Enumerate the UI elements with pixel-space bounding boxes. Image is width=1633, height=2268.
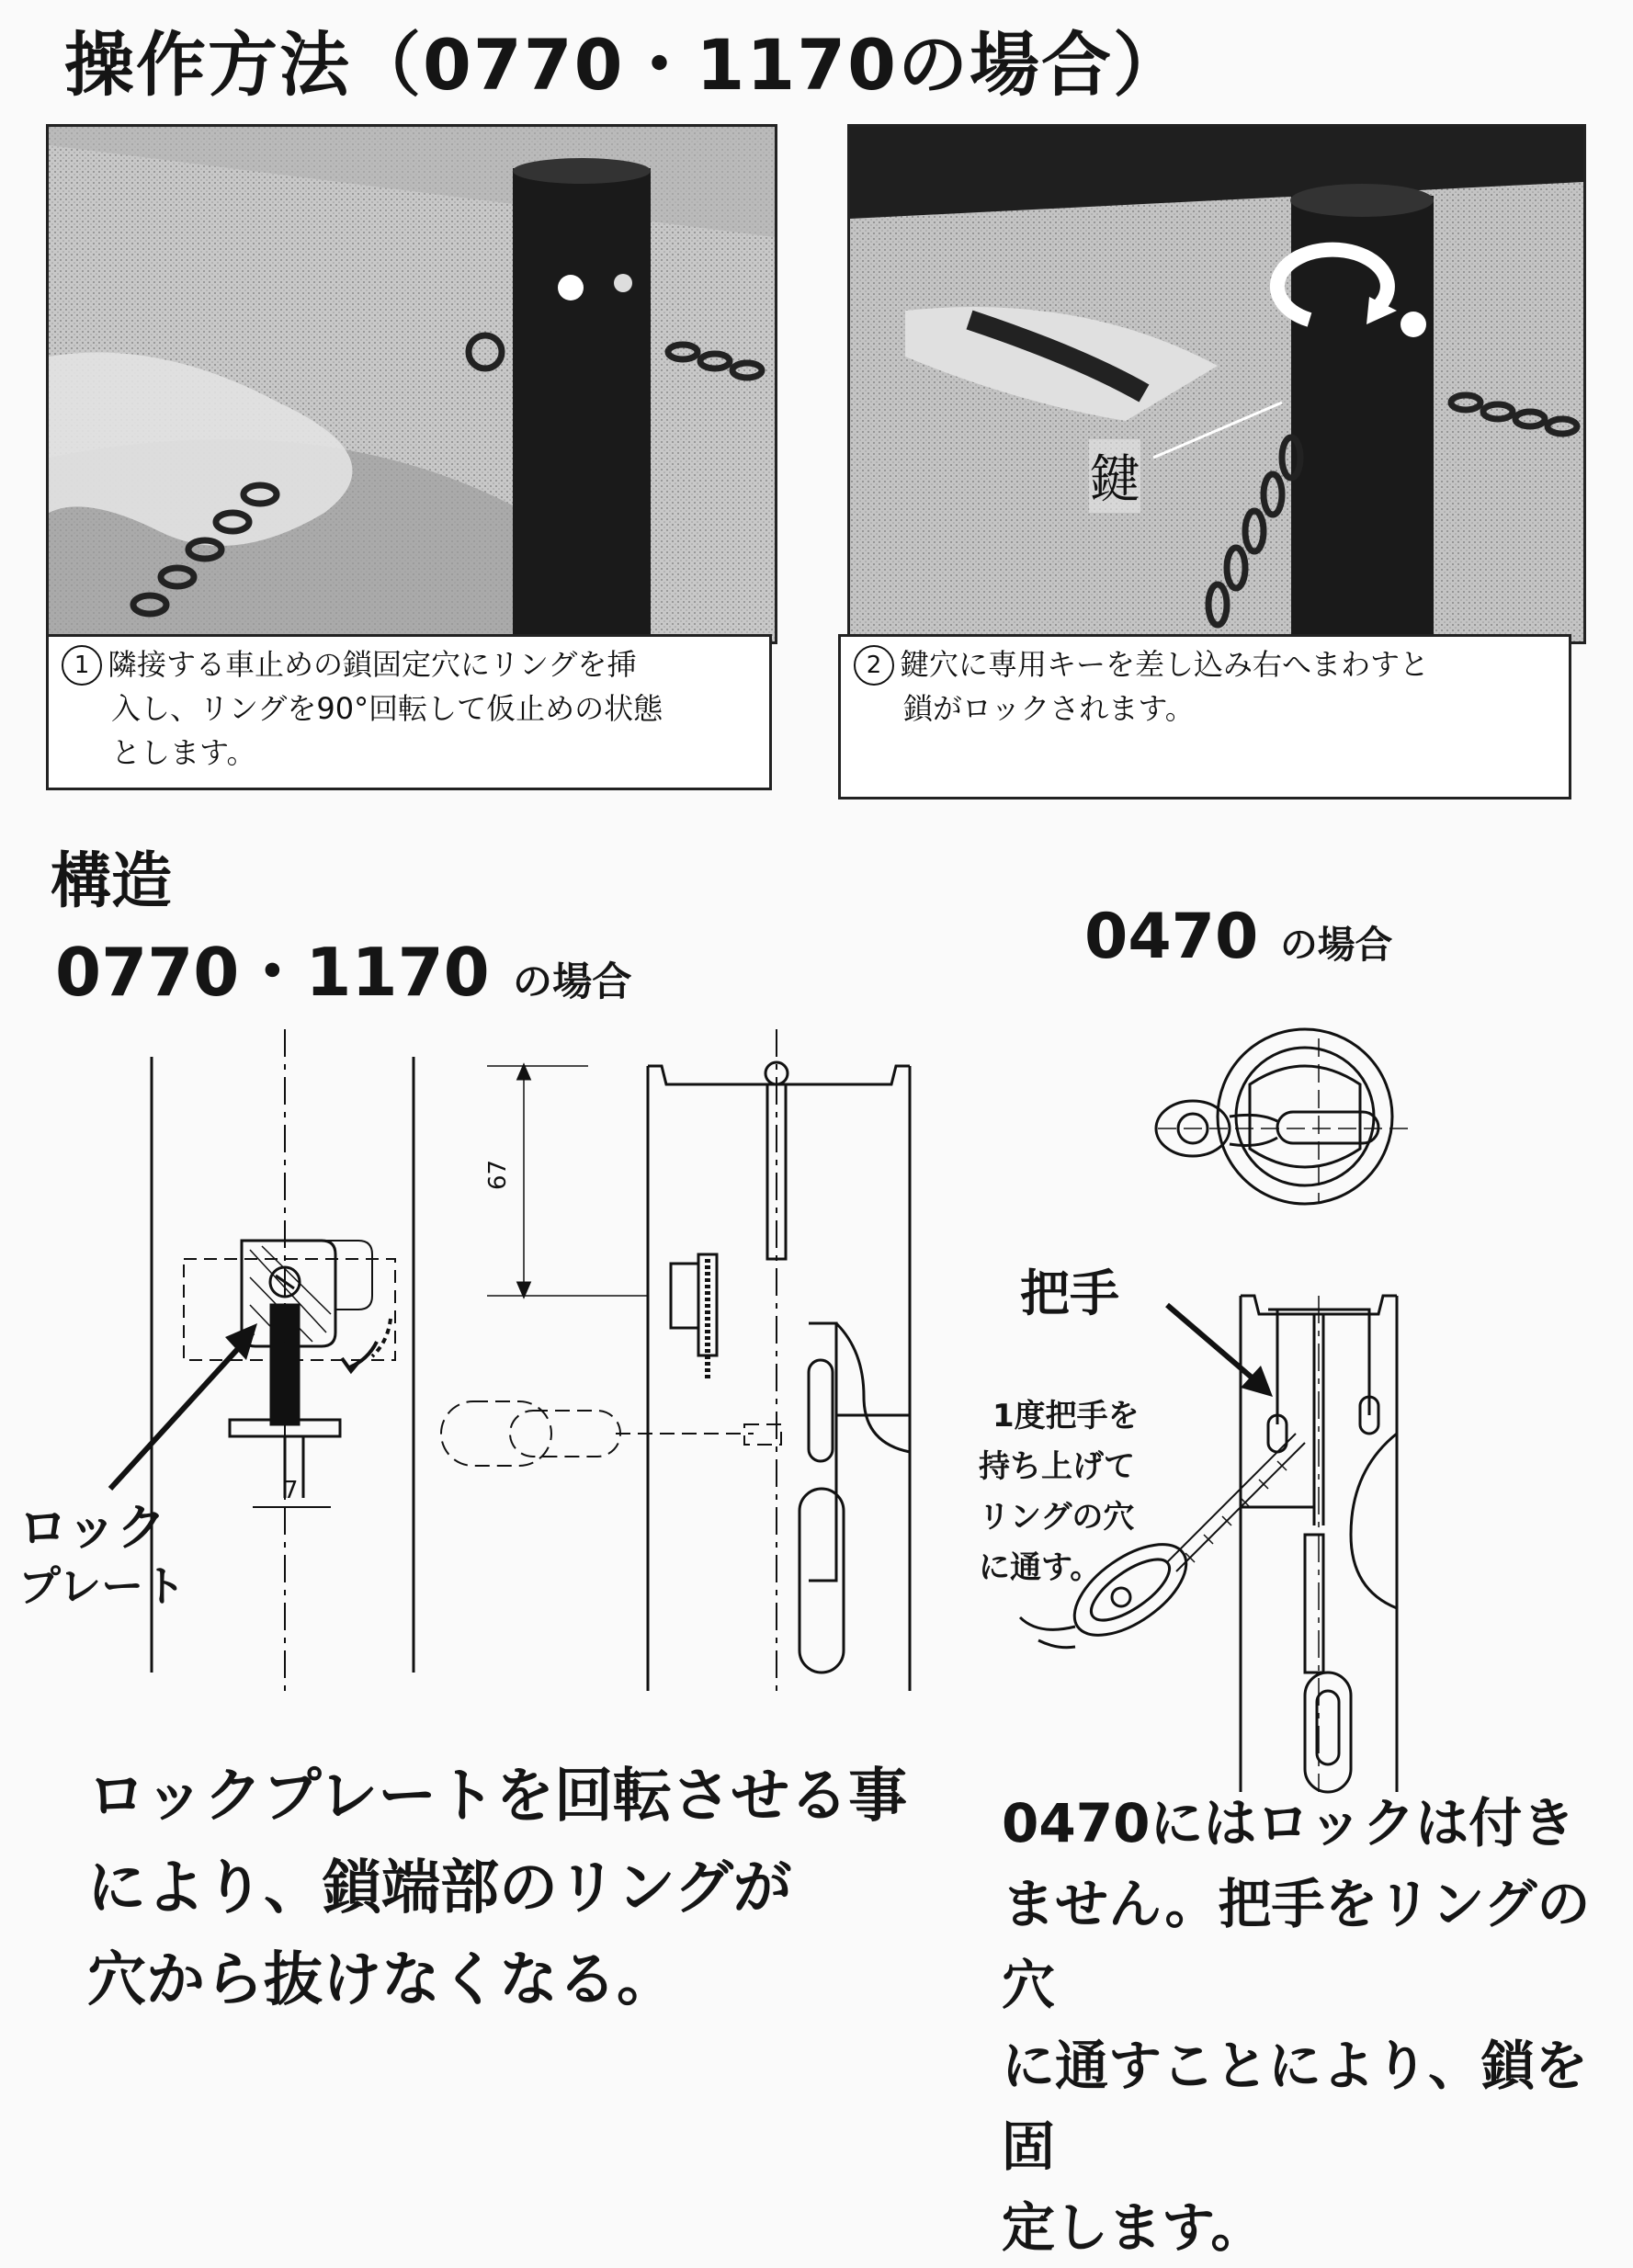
handle-label: 把手: [1020, 1264, 1119, 1322]
note-left-line-3: 穴から抜けなくなる。: [87, 1946, 675, 2014]
handle-instruction-1: 1度把手を: [992, 1398, 1140, 1435]
model-b-heading: [1084, 901, 1392, 973]
model-b-code: 0470: [1084, 901, 1259, 973]
step-1-number: 1: [62, 645, 102, 686]
step-1-caption: [46, 634, 772, 790]
handle-instruction-4: に通す。: [979, 1549, 1102, 1586]
photo-key-lock: [847, 124, 1586, 644]
lock-plate-label-1: ロック: [18, 1499, 166, 1557]
note-right-line-1: 0470にはロックは付き: [1002, 1792, 1576, 1854]
step-1-line-1: 隣接する車止めの鎖固定穴にリングを挿: [108, 647, 637, 682]
note-left-line-1: ロックプレートを回転させる事: [87, 1763, 908, 1831]
note-right-line-3: に通すことにより、鎖を固: [1002, 2035, 1589, 2178]
model-a-suffix: の場合: [512, 959, 632, 1005]
lock-plate-arrow: [92, 1305, 276, 1507]
model-a-code: 0770・1170: [55, 934, 490, 1011]
key-label: 鍵: [1089, 439, 1140, 513]
model-a-heading: [55, 919, 631, 1015]
note-left: [87, 1751, 907, 2026]
dim-67-label: 67: [484, 1159, 512, 1190]
drawing-side-section: [432, 1029, 928, 1691]
lock-plate-label-2: プレート: [18, 1561, 187, 1611]
structure-title: 構造: [51, 845, 172, 916]
note-left-line-2: により、鎖端部のリングが: [87, 1854, 792, 1922]
note-right-line-4: 定します。: [1002, 2196, 1264, 2259]
drawing-b-top-view: [1140, 1020, 1434, 1259]
step-2-line-2: 鎖がロックされます。: [903, 691, 1195, 726]
handle-instruction-3: リングの穴: [979, 1499, 1135, 1536]
dim-7-label: 7: [283, 1477, 299, 1504]
handle-instruction-2: 持ち上げて: [979, 1448, 1135, 1485]
step-2-caption: [838, 634, 1571, 799]
drawing-b-side-view: [1002, 1287, 1424, 1801]
page-title: 操作方法（0770・1170の場合）: [64, 24, 1185, 106]
note-right: [1002, 1783, 1633, 2268]
step-2-number: 2: [854, 645, 894, 686]
photo-ring-insertion: [46, 124, 777, 644]
note-right-line-2: ません。把手をリングの穴: [1002, 1873, 1591, 2016]
step-1-line-2: 入し、リングを90°回転して仮止めの状態: [111, 691, 663, 726]
step-2-line-1: 鍵穴に専用キーを差し込み右へまわすと: [900, 647, 1430, 682]
model-b-suffix: の場合: [1279, 923, 1393, 967]
step-1-line-3: とします。: [111, 735, 256, 770]
